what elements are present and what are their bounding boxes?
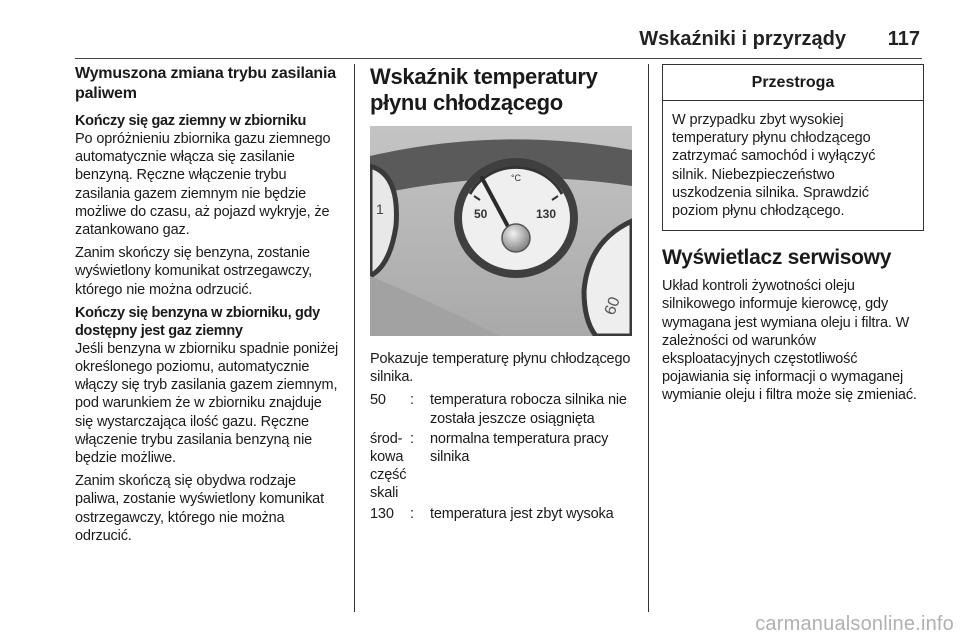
header-title: Wskaźniki i przyrządy — [639, 28, 846, 50]
section-heading-coolant: Wskaźnik temperatury płynu chłodzącego — [370, 64, 598, 115]
definition-sep: : — [410, 505, 414, 522]
section-heading-fuel-switch: Wymuszona zmiana trybu zasilania paliwem — [75, 65, 336, 102]
page-header — [0, 28, 920, 56]
paragraph: Zanim skończą się obydwa rodzaje paliwa, zostanie wyświetlony komunikat ostrzegawczy, którego nie można odrzucić. — [75, 473, 324, 544]
paragraph: Po opróżnieniu zbiornika gazu ziemnego automatycznie włącza się zasilanie benzyną. Ręczne włączenie trybu zasilania gazem ziemnym nie będzie możliwe do czasu, aż pojazd wykryje, że zatankowano gaz. — [75, 131, 331, 239]
definition-value: normalna temperatura pracy silnika — [430, 430, 609, 466]
watermark: carmanualsonline.info — [755, 613, 954, 635]
definition-row — [370, 391, 632, 429]
subheading-petrol-empty: Kończy się benzyna w zbiorniku, gdy dostępny jest gaz ziemny — [75, 304, 320, 339]
definition-value: temperatura jest zbyt wysoka — [430, 505, 614, 522]
paragraph: Układ kontroli żywotności oleju silnikowego informuje kierowcę, gdy wymagana jest wymiana oleju i filtra. W zależności od warunków eksploatacyjnych częstotliwość pojawiania się informacji o wymaganej wymianie oleju i filtra może się zmieniać. — [662, 278, 917, 404]
definition-sep: : — [410, 430, 414, 447]
left-column — [75, 64, 343, 550]
right-column — [662, 64, 924, 410]
caution-text: W przypadku zbyt wysokiej temperatury płynu chłodzącego zatrzymać samochód i wyłączyć silnik. Niebezpieczeństwo uszkodzenia silnika. Sprawdzić poziom płynu chłodzącego. — [672, 112, 876, 220]
coolant-gauge-illustration — [370, 126, 632, 336]
speedometer-mark: 60 — [601, 294, 624, 318]
definition-list — [370, 391, 632, 524]
gauge-unit-label: °C — [510, 173, 522, 183]
definition-value: temperatura robocza silnika nie została jeszcze osiągnięta — [430, 392, 627, 427]
gauge-mark-130: 130 — [536, 207, 557, 221]
paragraph: Zanim skończy się benzyna, zostanie wyświetlony komunikat ostrzegawczy, którego nie można odrzucić. — [75, 245, 313, 298]
definition-key: 50 — [370, 392, 386, 409]
column-divider-1 — [354, 64, 355, 612]
page-number: 117 — [887, 28, 920, 50]
figure-caption: Pokazuje temperaturę płynu chłodzącego silnika. — [370, 351, 631, 386]
gauge-mark-50: 50 — [474, 207, 488, 221]
gauge-hub — [502, 224, 530, 252]
caution-title: Przestroga — [663, 65, 923, 101]
neighbor-gauge-digit: 1 — [376, 201, 384, 217]
definition-row — [370, 430, 632, 505]
subheading-gas-empty: Kończy się gaz ziemny w zbiorniku — [75, 113, 307, 129]
caution-box — [662, 64, 924, 231]
middle-column — [370, 64, 634, 525]
definition-row — [370, 505, 632, 525]
column-divider-2 — [648, 64, 649, 612]
section-heading-service-display: Wyświetlacz serwisowy — [662, 246, 892, 270]
paragraph: Jeśli benzyna w zbiorniku spadnie poniżej określonego poziomu, automatycznie włączy się tryb zasilania gazem ziemnym, pod warunkiem że w zbiorniku znajduje się wystarczająca ilość gazu. Ręczne włączenie trybu zasilania benzyną nie będzie możliwe. — [75, 340, 339, 467]
definition-key: 130 — [370, 505, 394, 522]
definition-key: środ- kowa część skali — [370, 430, 407, 502]
header-divider — [75, 58, 922, 59]
definition-sep: : — [410, 392, 414, 409]
coolant-gauge-figure — [370, 126, 632, 336]
